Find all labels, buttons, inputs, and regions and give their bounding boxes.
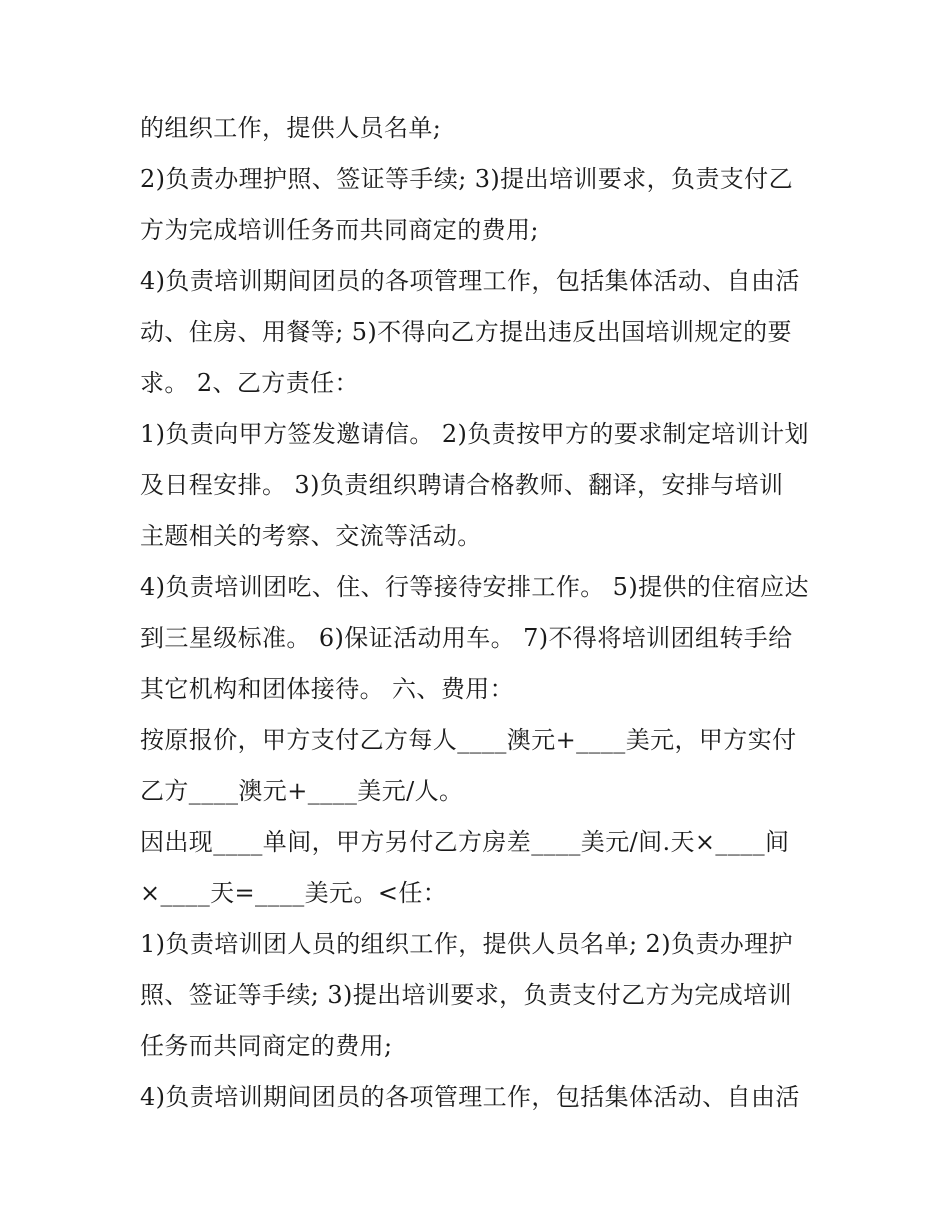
text-line: 照、签证等手续; 3)提出培训要求，负责支付乙方为完成培训: [140, 981, 792, 1009]
text-line: 1)负责向甲方签发邀请信。 2)负责按甲方的要求制定培训计划: [140, 420, 809, 448]
text-line: 到三星级标准。 6)保证活动用车。 7)不得将培训团组转手给: [140, 624, 793, 652]
text-line: 其它机构和团体接待。 六、费用：: [140, 675, 515, 703]
text-line: 4)负责培训团吃、住、行等接待安排工作。 5)提供的住宿应达: [140, 573, 809, 601]
text-line: 任务而共同商定的费用;: [140, 1032, 393, 1060]
text-line: 4)负责培训期间团员的各项管理工作，包括集体活动、自由活: [140, 267, 800, 295]
text-line: 按原报价，甲方支付乙方每人____澳元+____美元，甲方实付: [140, 726, 797, 754]
text-line: 方为完成培训任务而共同商定的费用;: [140, 216, 539, 244]
text-line: 因出现____单间，甲方另付乙方房差____美元/间.天×____间: [140, 828, 790, 856]
text-line: 求。 2、乙方责任：: [140, 369, 359, 397]
text-line: ×____天=____美元。<任：: [140, 879, 448, 907]
text-line: 动、住房、用餐等; 5)不得向乙方提出违反出国培训规定的要: [140, 318, 792, 346]
text-line: 主题相关的考察、交流等活动。: [140, 522, 482, 550]
text-line: 2)负责办理护照、签证等手续; 3)提出培训要求，负责支付乙: [140, 165, 793, 193]
text-line: 及日程安排。 3)负责组织聘请合格教师、翻译，安排与培训: [140, 471, 784, 499]
text-line: 乙方____澳元+____美元/人。: [140, 777, 464, 805]
text-line: 的组织工作，提供人员名单;: [140, 114, 442, 142]
text-line: 1)负责培训团人员的组织工作，提供人员名单; 2)负责办理护: [140, 930, 793, 958]
document-body: [140, 103, 830, 1123]
text-line: 4)负责培训期间团员的各项管理工作，包括集体活动、自由活: [140, 1083, 800, 1111]
